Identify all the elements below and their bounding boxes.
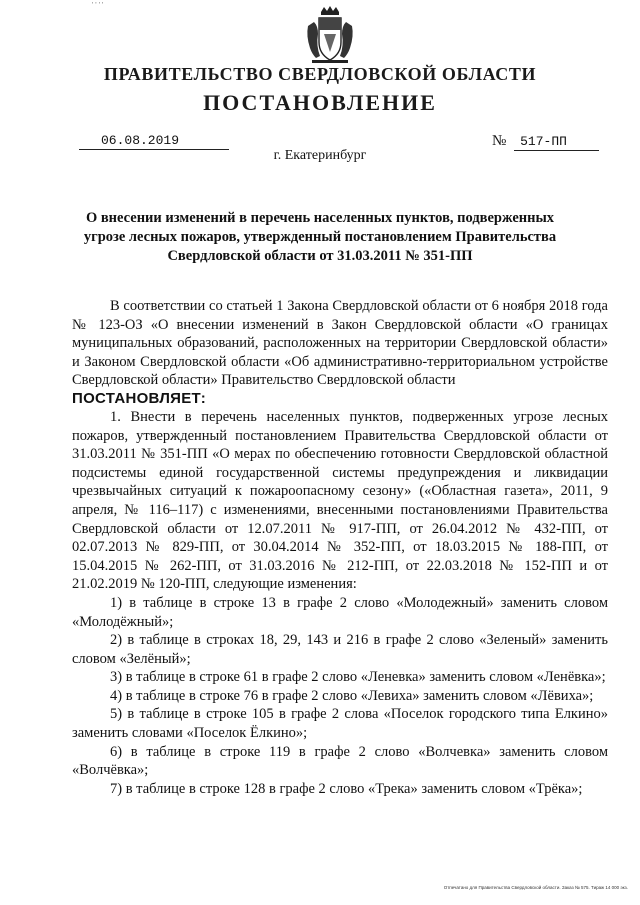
subitem-1: 1) в таблице в строке 13 в графе 2 слово «Молодежный» заменить словом «Молодёжный»; bbox=[72, 594, 608, 630]
document-number: 517-ПП bbox=[514, 134, 599, 151]
city: г. Екатеринбург bbox=[273, 148, 367, 163]
document-body bbox=[72, 297, 608, 798]
item-1-paragraph: 1. Внести в перечень населенных пунктов, подверженных угрозе лесных пожаров, утвержденный постановлением Правительства Свердловской области от 31.03.2011 № 351-ПП «О мерах по обеспечению готовности Свердловской областной подсистемы единой государственной системы предупреждения и ликвидации чрезвычайных ситуаций к пожароопасному сезону» («Областная газета», 2011, 9 апреля, № 116–117) с изменениями, внесенными постановлениями Правительства Свердловской области от 12.07.2011 № 917-ПП, от 26.04.2012 № 432-ПП, от 02.07.2013 № 829-ПП, от 30.04.2014 № 352-ПП, от 18.03.2015 № 188-ПП, от 15.04.2015 № 262-ПП, от 31.03.2016 № 212-ПП, от 22.03.2018 № 152-ПП и от 21.02.2019 № 120-ПП, следующие изменения: bbox=[72, 408, 608, 593]
coat-of-arms-emblem-icon bbox=[304, 6, 356, 64]
subitem-3: 3) в таблице в строке 61 в графе 2 слово «Леневка» заменить словом «Ленёвка»; bbox=[110, 669, 606, 686]
print-note: Отпечатано для Правительства Свердловской области. Заказ № 575. Тираж 14 000 экз. bbox=[443, 885, 628, 890]
subitem-2: 2) в таблице в строках 18, 29, 143 и 216 в графе 2 слово «Зеленый» заменить словом «Зелёный»; bbox=[72, 632, 608, 667]
number-sign: № bbox=[492, 133, 507, 149]
subitem-7: 7) в таблице в строке 128 в графе 2 слово «Трека» заменить словом «Трёка»; bbox=[110, 780, 583, 797]
document-type: ПОСТАНОВЛЕНИЕ bbox=[203, 90, 437, 115]
subitem-5: 5) в таблице в строке 105 в графе 2 слова «Поселок городского типа Елкино» заменить словами «Поселок Ёлкино»; bbox=[72, 706, 608, 742]
subitem-4: 4) в таблице в строке 76 в графе 2 слово «Левиха» заменить словом «Лёвиха»; bbox=[110, 687, 594, 704]
scan-marks: ' ' ' ' bbox=[92, 2, 104, 9]
document-date: 06.08.2019 bbox=[79, 133, 229, 150]
government-title: ПРАВИТЕЛЬСТВО СВЕРДЛОВСКОЙ ОБЛАСТИ bbox=[103, 64, 537, 84]
resolve-heading: ПОСТАНОВЛЯЕТ: bbox=[72, 389, 207, 407]
preamble-paragraph: В соответствии со статьей 1 Закона Свердловской области от 6 ноября 2018 года № 123-ОЗ «О внесении изменений в Закон Свердловской области «О границах муниципальных образований, расположенных на территории Свердловской области» и Законом Свердловской области «Об административно-территориальном устройстве Свердловской области» Правительство Свердловской области bbox=[72, 298, 608, 389]
document-heading: О внесении изменений в перечень населенных пунктов, подверженных угрозе лесных пожаров, утвержденный постановлением Правительства Свердловской области от 31.03.2011 № 351-ПП bbox=[83, 210, 557, 264]
subitem-6: 6) в таблице в строке 119 в графе 2 слово «Волчевка» заменить словом «Волчёвка»; bbox=[72, 743, 608, 779]
